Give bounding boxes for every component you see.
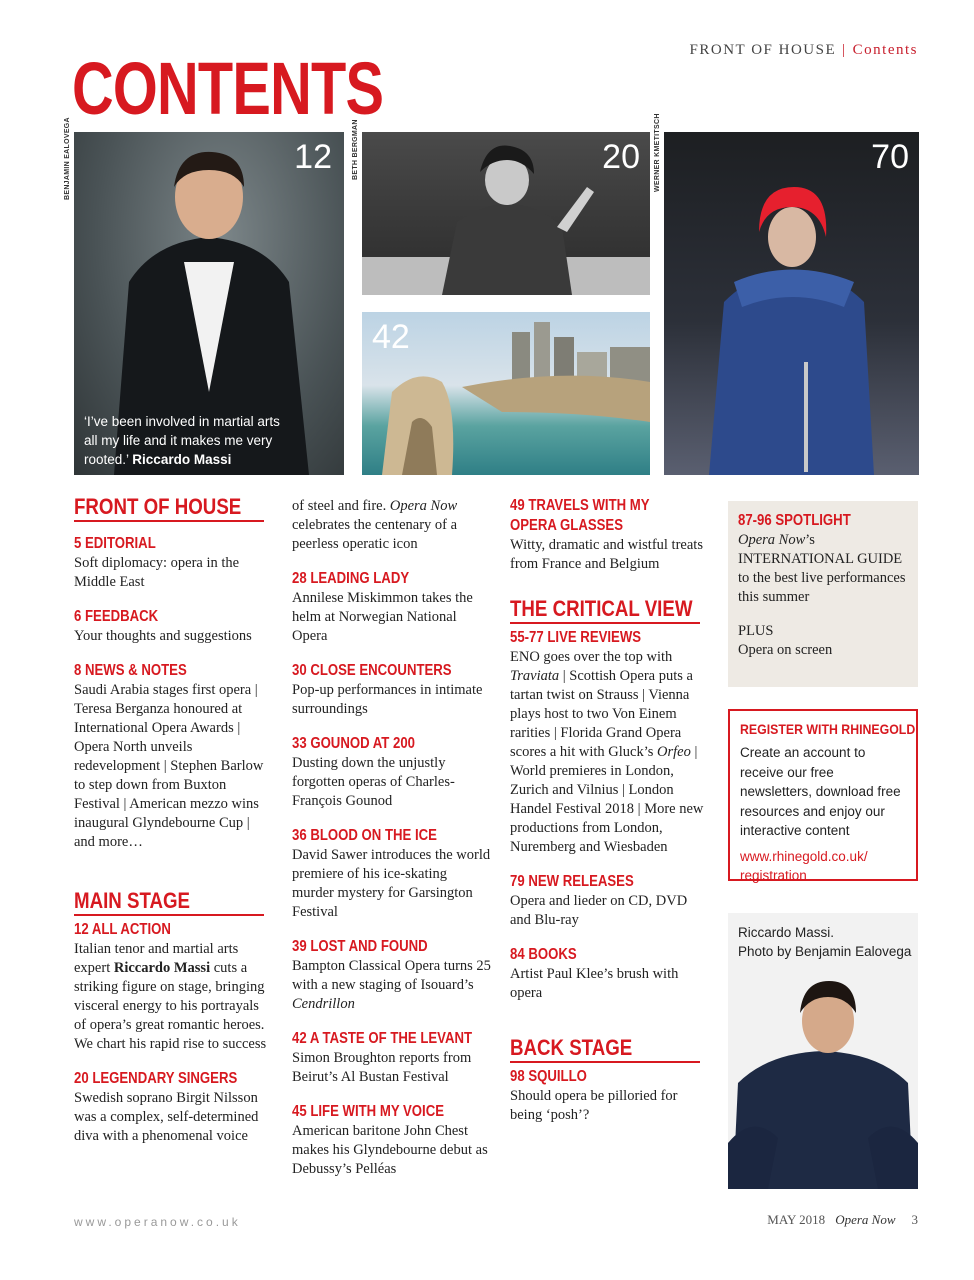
- photo-opera-performer[interactable]: [664, 132, 919, 475]
- stage-figure: [664, 132, 919, 475]
- register-heading: REGISTER WITH RHINEGOLD: [740, 721, 916, 737]
- entry-text-continued: [292, 497, 492, 554]
- entry-text-new-releases: Opera and lieder on CD, DVD and Blu-ray: [510, 893, 688, 928]
- section-rule: [510, 1061, 700, 1063]
- entry-heading-taste-of-levant[interactable]: 42 A TASTE OF THE LEVANT: [292, 1030, 473, 1047]
- entry-text-all-action: [74, 940, 274, 1054]
- entry-text-squillo: Should opera be pilloried for being ‘posh’?: [510, 1088, 678, 1123]
- spotlight-box: [728, 501, 918, 687]
- page-number-badge-42: 42: [372, 318, 410, 356]
- entry-heading-life-with-voice[interactable]: 45 LIFE WITH MY VOICE: [292, 1103, 445, 1120]
- entry-text-taste-of-levant: Simon Broughton reports from Beirut’s Al Bustan Festival: [292, 1050, 472, 1085]
- entry-heading-spotlight[interactable]: 87-96 SPOTLIGHT: [738, 512, 851, 529]
- entry-heading-leading-lady[interactable]: 28 LEADING LADY: [292, 570, 410, 587]
- page-title: CONTENTS: [72, 47, 384, 130]
- quote-text: ‘I’ve been involved in martial arts all my life and it makes me very rooted.’: [84, 414, 280, 467]
- entry-text-legendary-singers: Swedish soprano Birgit Nilsson was a complex, self-determined diva with a phenomenal voice: [74, 1090, 259, 1144]
- entry-text-life-with-voice: American baritone John Chest makes his Glyndebourne debut as Debussy’s Pelléas: [292, 1123, 488, 1177]
- entry-heading-new-releases[interactable]: 79 NEW RELEASES: [510, 873, 634, 890]
- quote-author: Riccardo Massi: [132, 452, 232, 467]
- entry-heading-close-encounters[interactable]: 30 CLOSE ENCOUNTERS: [292, 662, 452, 679]
- entry-text-feedback: Your thoughts and suggestions: [74, 628, 252, 644]
- entry-heading-editorial[interactable]: 5 EDITORIAL: [74, 535, 156, 552]
- entry-text-live-reviews: [510, 648, 710, 857]
- photo-credit-20: BETH BERGMAN: [352, 119, 359, 180]
- entry-text-books: Artist Paul Klee’s brush with opera: [510, 966, 679, 1001]
- footer-date: MAY 2018: [767, 1212, 826, 1227]
- column-2: [292, 497, 492, 1179]
- entry-text-blood-on-ice: David Sawer introduces the world premiere of his ice-skating murder mystery for Garsington Festival: [292, 847, 491, 920]
- entry-heading-all-action[interactable]: 12 ALL ACTION: [74, 921, 171, 938]
- section-heading-main-stage: MAIN STAGE: [74, 888, 191, 913]
- spotlight-plus: PLUS: [738, 623, 774, 639]
- entry-heading-legendary-singers[interactable]: 20 LEGENDARY SINGERS: [74, 1070, 238, 1087]
- entry-text-editorial: Soft diplomacy: opera in the Middle East: [74, 555, 240, 590]
- section-heading-back-stage: BACK STAGE: [510, 1035, 633, 1060]
- register-text: Create an account to receive our free newsletters, download free resources and enjoy our interactive content: [740, 745, 901, 838]
- footer-folio: [767, 1212, 918, 1228]
- running-header: [690, 42, 918, 59]
- header-section: FRONT OF HOUSE: [689, 42, 837, 58]
- bold-name: Riccardo Massi: [113, 960, 211, 976]
- page-number: 3: [911, 1212, 918, 1227]
- entry-heading-live-reviews[interactable]: 55-77 LIVE REVIEWS: [510, 629, 642, 646]
- text-span: | Scottish Opera puts a tartan twist on Strauss | Vienna plays host to two Von Einem rarities | Florida Grand Opera scores a hit with Gluck’s: [510, 668, 693, 760]
- page-number-badge-20: 20: [602, 138, 640, 176]
- footer-url[interactable]: www.operanow.co.uk: [74, 1215, 241, 1229]
- entry-heading-gounod[interactable]: 33 GOUNOD AT 200: [292, 735, 416, 752]
- entry-text-leading-lady: Annilese Miskimmon takes the helm at Norwegian National Opera: [292, 590, 473, 644]
- entry-heading-lost-and-found[interactable]: 39 LOST AND FOUND: [292, 938, 428, 955]
- caption-line: Photo by Benjamin Ealovega: [738, 944, 912, 959]
- entry-text-lost-and-found: [292, 957, 492, 1014]
- text-span: ENO goes over the top with: [510, 649, 673, 665]
- text-span: | World premieres in London, Zurich and Vilnius | London Handel Festival 2018 | More new productions from London, Nuremberg and Wiesbaden: [510, 744, 704, 855]
- entry-heading-books[interactable]: 84 BOOKS: [510, 946, 577, 963]
- photo-beirut-coast[interactable]: [362, 312, 650, 475]
- header-separator: |: [842, 42, 847, 58]
- section-rule: [510, 622, 700, 624]
- photo-quote: [84, 412, 284, 469]
- entry-text-spotlight: [738, 531, 908, 607]
- section-rule: [74, 520, 264, 522]
- italic-title: Orfeo: [657, 744, 691, 760]
- entry-text-news: Saudi Arabia stages first opera | Teresa Berganza honoured at International Opera Awards | Opera North unveils redevelopment | Stephen Barlow to step down from Buxton Festival | American mezzo wins inaugural Glyndebourne Cup | and more…: [74, 682, 264, 850]
- photo-credit-12: BENJAMIN EALOVEGA: [64, 117, 71, 200]
- spotlight-plus-text: Opera on screen: [738, 642, 833, 658]
- entry-text-close-encounters: Pop-up performances in intimate surroundings: [292, 682, 483, 717]
- photo-riccardo-massi-small[interactable]: [728, 913, 918, 1189]
- entry-text-travels: Witty, dramatic and wistful treats from France and Belgium: [510, 537, 703, 572]
- register-box: [728, 709, 918, 881]
- text-span: Italian tenor and martial arts expert: [74, 941, 239, 976]
- photo-birgit-nilsson[interactable]: [362, 132, 650, 295]
- column-1: [74, 494, 274, 1146]
- italic-title: Traviata: [510, 668, 560, 684]
- text-span: cuts a striking figure on stage, bringing visceral energy to his portrayals of opera’s great romantic heroes. We chart his rapid rise to success: [74, 960, 267, 1052]
- photo-credit-70: WERNER KMETITSCH: [654, 113, 661, 192]
- italic-title: Opera Now: [738, 532, 806, 548]
- entry-text-gounod: Dusting down the unjustly forgotten operas of Charles-François Gounod: [292, 755, 455, 809]
- entry-heading-feedback[interactable]: 6 FEEDBACK: [74, 608, 159, 625]
- page-number-badge-70: 70: [871, 138, 909, 176]
- footer-magazine: Opera Now: [835, 1212, 896, 1227]
- text-span: of steel and fire.: [292, 498, 390, 514]
- photo-caption: [738, 923, 911, 961]
- entry-heading-squillo[interactable]: 98 SQUILLO: [510, 1068, 587, 1085]
- caption-line: Riccardo Massi.: [738, 925, 835, 940]
- column-3: [510, 496, 710, 1125]
- text-span: celebrates the centenary of a peerless operatic icon: [292, 517, 458, 552]
- section-heading-front-of-house: FRONT OF HOUSE: [74, 494, 242, 519]
- entry-heading-travels-line1[interactable]: 49 TRAVELS WITH MY: [510, 497, 650, 514]
- page-number-badge-12: 12: [294, 138, 332, 176]
- header-current: Contents: [852, 42, 918, 58]
- italic-title: Opera Now: [389, 498, 458, 514]
- text-span: ’s INTERNATIONAL GUIDE to the best live performances this summer: [738, 532, 906, 605]
- italic-title: Cendrillon: [292, 996, 355, 1012]
- photo-riccardo-massi[interactable]: [74, 132, 344, 475]
- register-link[interactable]: www.rhinegold.co.uk/ registration: [740, 848, 868, 883]
- entry-heading-travels-line2[interactable]: OPERA GLASSES: [510, 517, 623, 534]
- text-span: Bampton Classical Opera turns 25 with a new staging of Isouard’s: [292, 958, 491, 993]
- section-heading-critical-view: THE CRITICAL VIEW: [510, 596, 693, 621]
- section-rule: [74, 914, 264, 916]
- entry-heading-news[interactable]: 8 NEWS & NOTES: [74, 662, 187, 679]
- entry-heading-blood-on-ice[interactable]: 36 BLOOD ON THE ICE: [292, 827, 437, 844]
